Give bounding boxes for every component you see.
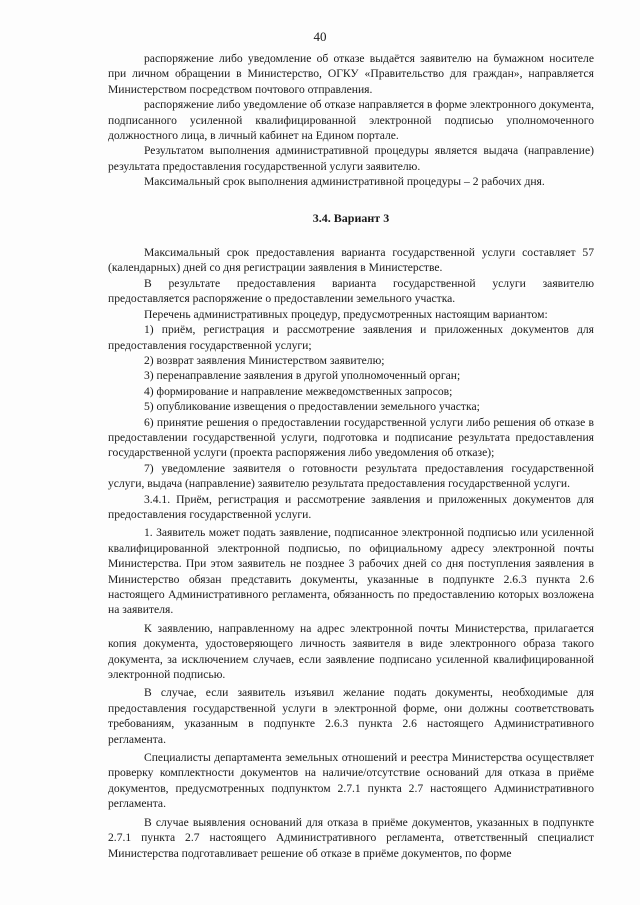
page-number: 40 <box>313 29 327 44</box>
document-body <box>108 51 594 861</box>
paragraph: Максимальный срок выполнения административной процедуры – 2 рабочих дня. <box>144 175 545 189</box>
list-item: 4) формирование и направление межведомственных запросов; <box>144 384 453 398</box>
paragraph: 1. Заявитель может подать заявление, подписанное электронной подписью или усиленной квалифицированной электронной подписью, по официальному адресу электронной почты Министерства. При этом заявитель не позднее 3 рабочих дней со дня поступления заявления в Министерство обязан представить документы, указанные в подпункте 2.6.3 пункта 2.6 настоящего Административного регламента, обязанность по предоставлению которых возложена на заявителя. <box>108 526 594 617</box>
paragraph: распоряжение либо уведомление об отказе направляется в форме электронного документа, подписанного усиленной квалифицированной электронной подписью уполномоченного должностного лица, в личный кабинет на Едином портале. <box>108 98 594 143</box>
paragraph: К заявлению, направленному на адрес электронной почты Министерства, прилагается копия документа, удостоверяющего личность заявителя в виде электронного образа такого документа, за исключением случаев, если заявление подписано усиленной квалифицированной электронной подписью. <box>108 621 594 682</box>
paragraph: В результате предоставления варианта государственной услуги заявителю предоставляется распоряжение о предоставлении земельного участка. <box>108 276 594 306</box>
paragraph: В случае выявления оснований для отказа в приёме документов, указанных в подпункте 2.7.1 пункта 2.7 настоящего Административного регламента, ответственный специалист Министерства подготавливает решение об отказе в приёме документов, по форме <box>108 815 594 860</box>
list-item: 6) принятие решения о предоставлении государственной услуги либо решения об отказе в предоставлении государственной услуги, подготовка и подписание результата предоставления государственной услуги (проекта распоряжения либо уведомления об отказе); <box>108 415 594 460</box>
paragraph: Результатом выполнения административной процедуры является выдача (направление) результата предоставления государственной услуги заявителю. <box>108 144 594 173</box>
list-item: 7) уведомление заявителя о готовности результата предоставления государственной услуги, выдача (направление) заявителю результата предоставления государственной услуги. <box>108 461 594 491</box>
section-heading: 3.4. Вариант 3 <box>312 210 390 225</box>
list-item: 5) опубликование извещения о предоставлении земельного участка; <box>144 400 480 414</box>
list-item: 3) перенаправление заявления в другой уполномоченный орган; <box>144 369 461 383</box>
paragraph: Специалисты департамента земельных отношений и реестра Министерства осуществляет проверку комплектности документов на наличие/отсутствие оснований для отказа в приёме документов, предусмотренных подпунктом 2.7.1 пункта 2.7 настоящего Административного регламента. <box>108 751 594 811</box>
paragraph: Максимальный срок предоставления варианта государственной услуги составляет 57 (календарных) дней со дня регистрации заявления в Министерстве. <box>108 246 594 275</box>
list-item: 1) приём, регистрация и рассмотрение заявления и приложенных документов для предоставления государственной услуги; <box>108 323 594 352</box>
paragraph: В случае, если заявитель изъявил желание подать документы, необходимые для предоставления государственной услуги в электронной форме, они должны соответствовать требованиям, указанным в подпункте 2.6.3 пункта 2.6 настоящего Административного регламента. <box>108 686 594 746</box>
subsection-heading: 3.4.1. Приём, регистрация и рассмотрение заявления и приложенных документов для предоставления государственной услуги. <box>108 492 594 521</box>
paragraph: распоряжение либо уведомление об отказе выдаётся заявителю на бумажном носителе при личном обращении в Министерство, ОГКУ «Правительство для граждан», направляется Министерством посредством почтового отправления. <box>108 52 594 96</box>
paragraph: Перечень административных процедур, предусмотренных настоящим вариантом: <box>144 307 548 321</box>
list-item: 2) возврат заявления Министерством заявителю; <box>144 353 385 367</box>
